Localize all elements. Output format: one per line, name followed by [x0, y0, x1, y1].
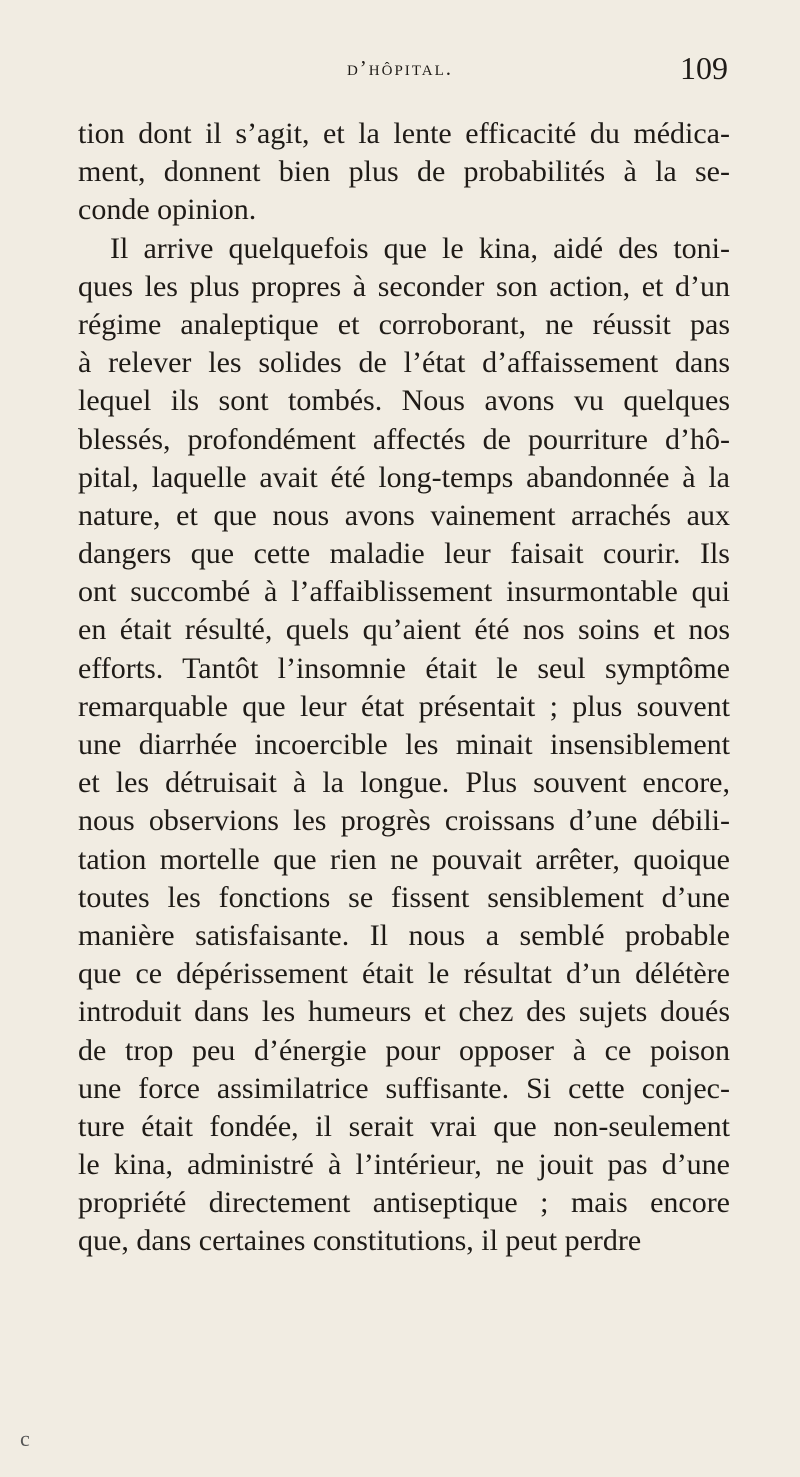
running-head: d’hôpital.: [346, 56, 454, 80]
text-line: Il arrive quelquefois que le kina, aidé des toni-: [110, 231, 730, 265]
text-line: tation mortelle que rien ne pouvait arrêter, quoique: [78, 842, 730, 876]
text-line: conde opinion.: [78, 193, 257, 227]
text-line: remarquable que leur état présentait ; plus souvent: [78, 689, 730, 723]
text-line: de trop peu d’énergie pour opposer à ce poison: [78, 1033, 730, 1067]
text-line: propriété directement antiseptique ; mais encore: [78, 1186, 730, 1220]
text-line: dangers que cette maladie leur faisait courir. Ils: [78, 537, 730, 571]
text-line: toutes les fonctions se fissent sensiblement d’une: [78, 880, 730, 914]
page-number: 109: [680, 50, 728, 86]
body-text: [78, 115, 730, 1261]
text-line: ont succombé à l’affaiblissement insurmontable qui: [78, 575, 730, 609]
text-line: que ce dépérissement était le résultat d’un délétère: [78, 957, 730, 991]
text-line: manière satisfaisante. Il nous a semblé probable: [78, 918, 730, 952]
text-line: et les détruisait à la longue. Plus souvent encore,: [78, 766, 730, 800]
text-line: tion dont il s’agit, et la lente efficacité du médica-: [78, 117, 730, 150]
footer-mark: c: [20, 1426, 30, 1451]
text-line: à relever les solides de l’état d’affaissement dans: [78, 346, 730, 380]
text-line: nous observions les progrès croissans d’une débili-: [78, 804, 730, 838]
text-line: régime analeptique et corroborant, ne réussit pas: [78, 307, 730, 341]
text-line: une force assimilatrice suffisante. Si cette conjec-: [78, 1071, 730, 1105]
text-line: efforts. Tantôt l’insomnie était le seul symptôme: [78, 651, 730, 685]
text-line: ment, donnent bien plus de probabilités à la se-: [78, 155, 730, 189]
text-line: ture était fondée, il serait vrai que non-seulement: [78, 1109, 730, 1143]
text-line: le kina, administré à l’intérieur, ne jouit pas d’une: [78, 1148, 730, 1182]
text-line: nature, et que nous avons vainement arrachés aux: [78, 498, 730, 532]
text-line: pital, laquelle avait été long-temps abandonnée à la: [78, 460, 730, 494]
text-line: lequel ils sont tombés. Nous avons vu quelques: [78, 384, 730, 418]
text-line: que, dans certaines constitutions, il peut perdre: [78, 1224, 642, 1258]
text-line: blessés, profondément affectés de pourriture d’hô-: [78, 422, 730, 456]
text-line: une diarrhée incoercible les minait insensiblement: [78, 728, 730, 761]
text-line: en était résulté, quels qu’aient été nos soins et nos: [78, 613, 730, 647]
text-line: introduit dans les humeurs et chez des sujets doués: [78, 995, 730, 1029]
text-line: ques les plus propres à seconder son action, et d’un: [78, 269, 730, 303]
page-header: [0, 50, 800, 94]
